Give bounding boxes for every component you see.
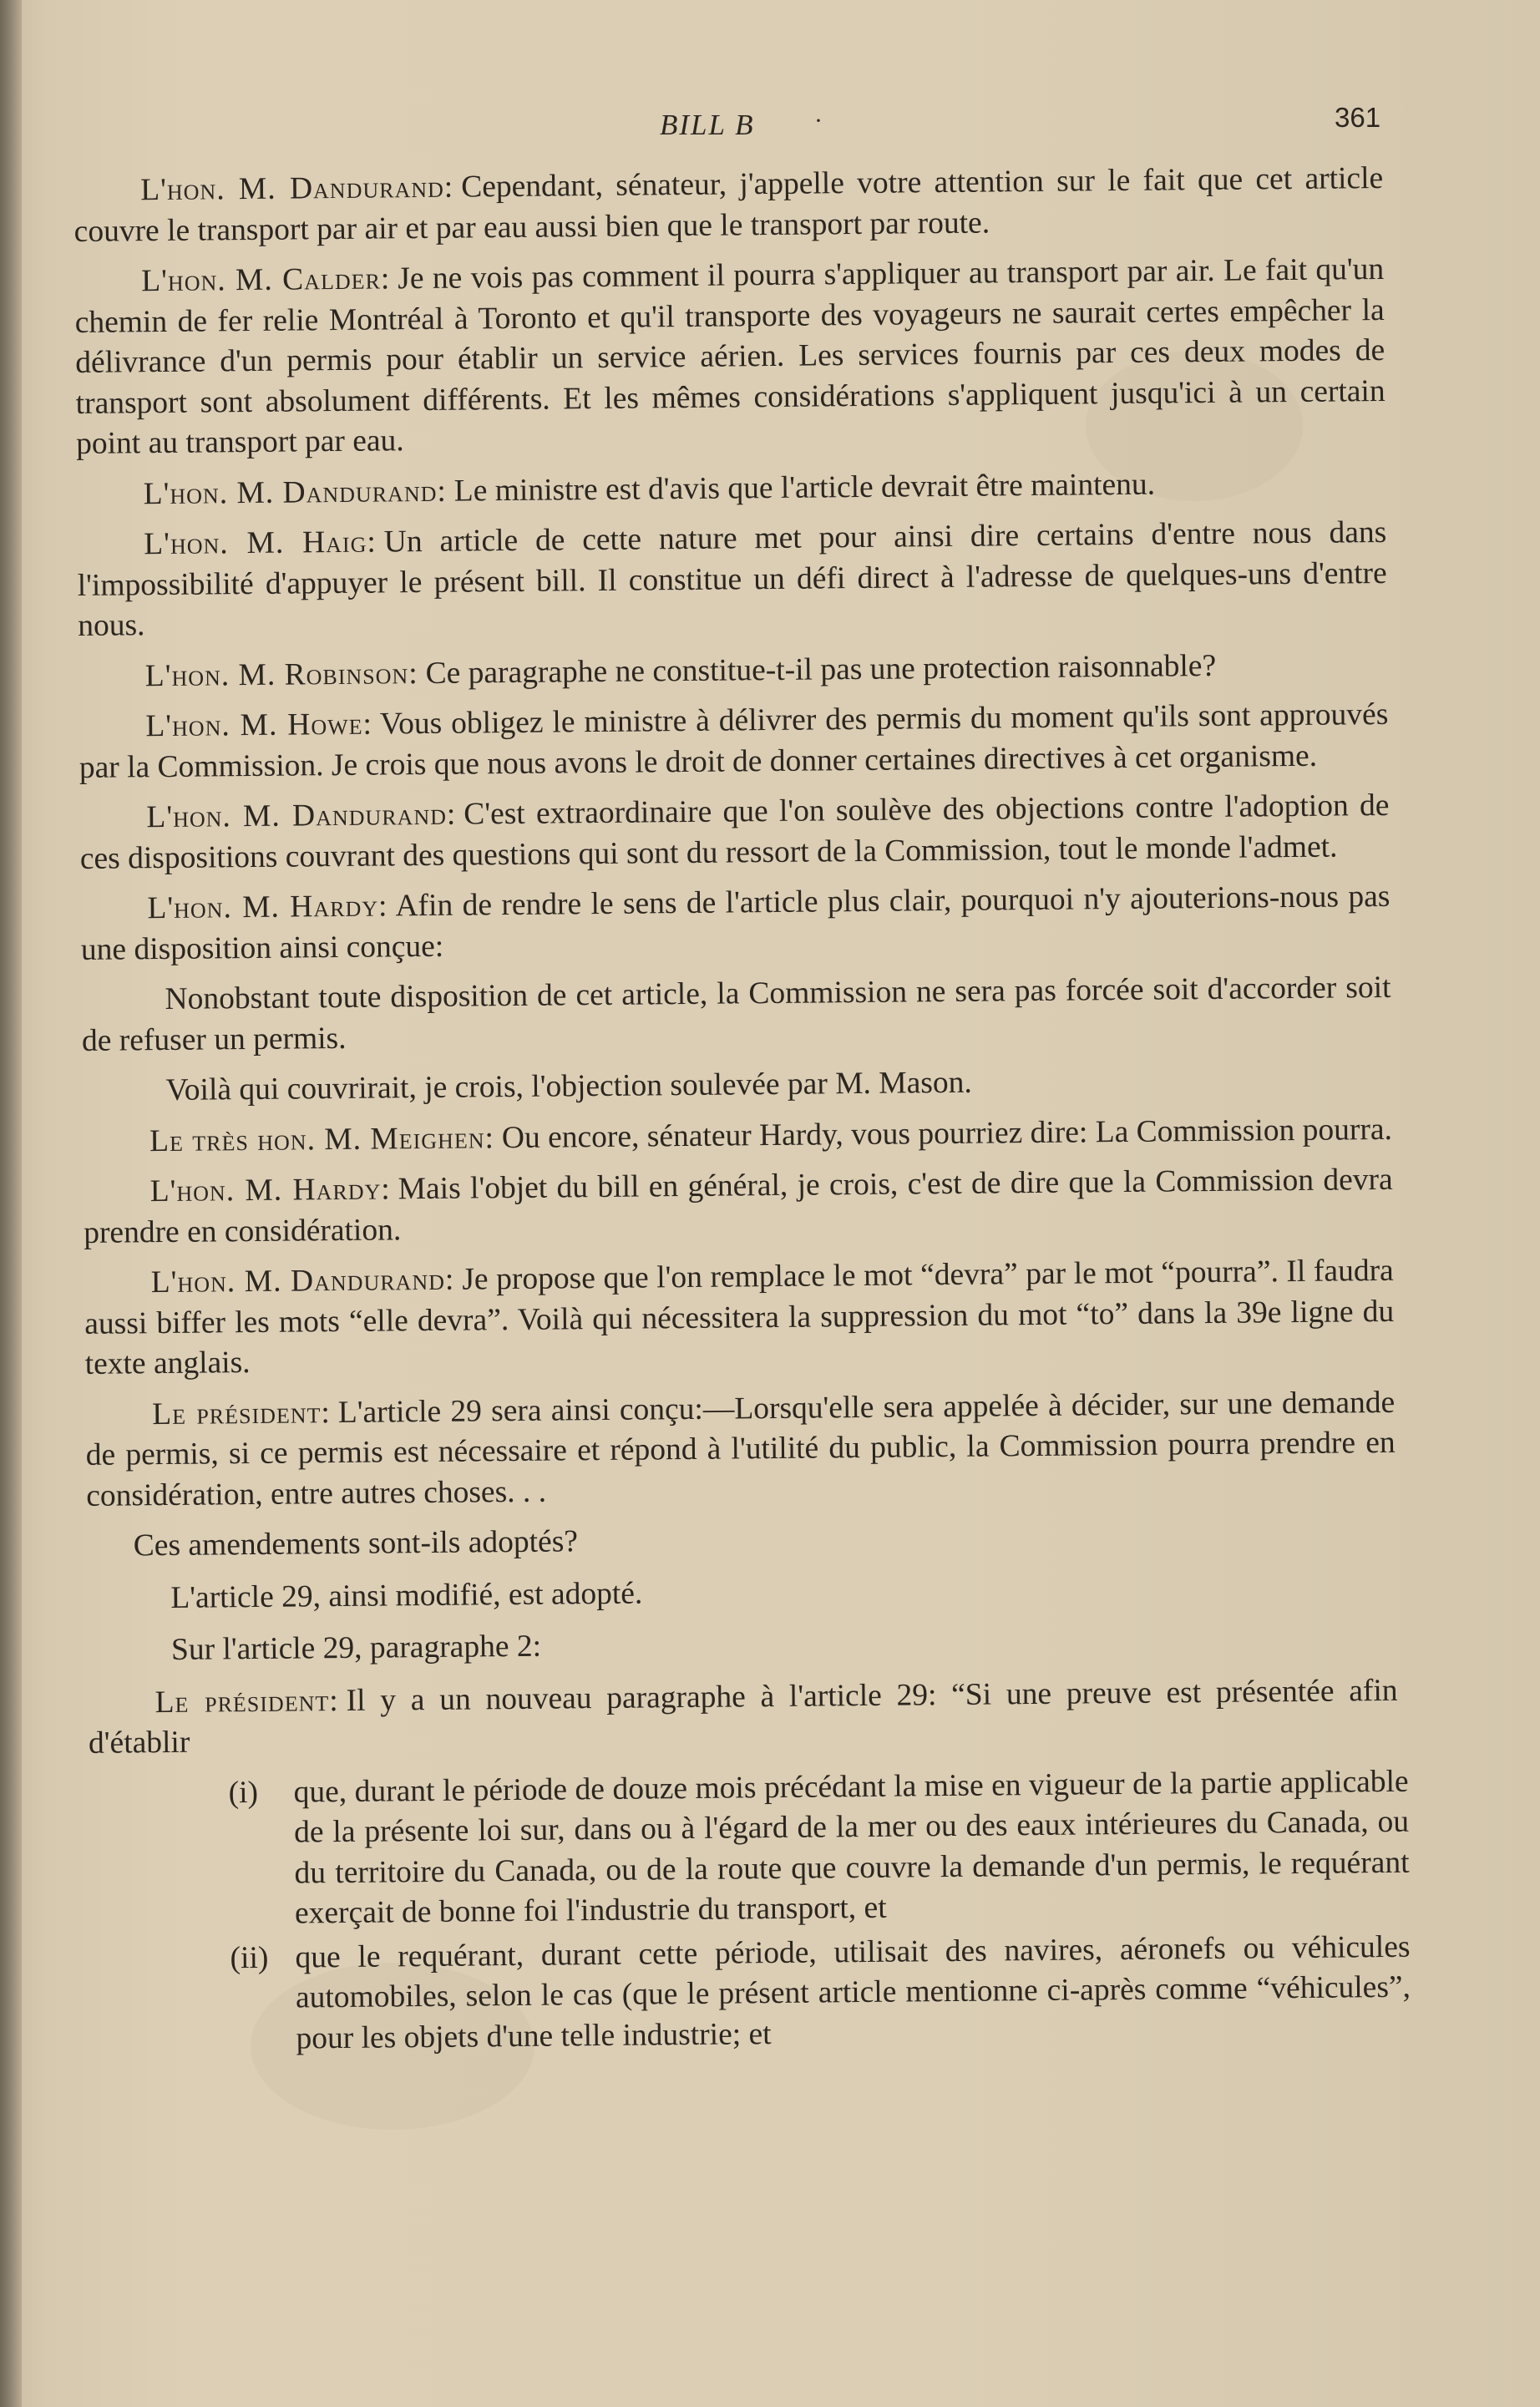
speaker-name: L'hon. M. Dandurand xyxy=(150,1262,446,1300)
speech-text: C'est extraordinaire que l'on soulève des objections contre l'adoption de ces dispositions couvrant des questions qui sont du ressort de la Commission, tout le monde l'admet. xyxy=(79,788,1390,876)
speech-paragraph: L'hon. M. Dandurand: C'est extraordinaire que l'on soulève des objections contre l'adoption de ces dispositions couvrant des questions qui sont du ressort de la Commission, tout le monde l'admet. xyxy=(79,788,1390,876)
speaker-name: L'hon. M. Hardy xyxy=(149,1172,382,1209)
speech-text: Ou encore, sénateur Hardy, vous pourriez dire: La Commission pourra. xyxy=(501,1112,1393,1155)
speaker-name: L'hon. M. Robinson xyxy=(144,656,409,693)
speaker-name: Le président xyxy=(152,1395,322,1432)
speech-text: Il y a un nouveau paragraphe à l'article 29: “Si une preuve est présentée afin d'établir xyxy=(88,1673,1398,1761)
clause-text: que le requérant, durant cette période, utilisait des navires, aéronefs ou véhicules automobiles, selon le cas (que le présent article mentionne ci-après comme “véhicules”, pour les objets d'une telle industrie; et xyxy=(295,1929,1411,2056)
book-binding-edge xyxy=(0,0,22,2407)
speaker-name: Le président xyxy=(155,1683,330,1720)
speech-continuation: Voilà qui couvrirait, je crois, l'objection soulevée par M. Mason. xyxy=(165,1065,972,1107)
enumerated-clause xyxy=(230,1927,1411,2059)
speaker-name: L'hon. M. Calder xyxy=(141,261,382,299)
motion-result: L'article 29, ainsi modifié, est adopté. xyxy=(170,1576,643,1615)
speech-paragraph: Le très hon. M. Meighen: Ou encore, sénateur Hardy, vous pourriez dire: La Commission pourra. xyxy=(149,1112,1393,1158)
speech-text: Le ministre est d'avis que l'article devrait être maintenu. xyxy=(453,467,1156,509)
clause-marker: (i) xyxy=(228,1775,259,1810)
speech-paragraph: Le président: L'article 29 sera ainsi conçu:—Lorsqu'elle sera appelée à décider, sur une demande de permis, si ce permis est nécessaire et répond à l'utilité du public, la Commission pourra prendre en considération, entre autres choses. . . xyxy=(85,1385,1396,1513)
speech-paragraph: L'hon. M. Dandurand: Je propose que l'on remplace le mot “devra” par le mot “pourra”. Il faudra aussi biffer les mots “elle devra”. Voilà qui nécessitera la suppression du mot “to” dans la 39e ligne du texte anglais. xyxy=(84,1253,1395,1381)
quoted-provision: Nonobstant toute disposition de cet article, la Commission ne sera pas forcée soit d'accorder soit de refuser un permis. xyxy=(81,970,1391,1058)
speech-text: Je ne vois pas comment il pourra s'appliquer au transport par air. Le fait qu'un chemin de fer relie Montréal à Toronto et qu'il transporte des voyageurs ne saurait certes empêcher la délivrance d'un permis pour établir un service aérien. Les services fournis par ces deux modes de transport sont absolument différents. Et les mêmes considérations s'appliquent jusqu'ici à un certain point au transport par eau. xyxy=(74,251,1385,461)
speech-text: Je propose que l'on remplace le mot “devra” par le mot “pourra”. Il faudra aussi biffer les mots “elle devra”. Voilà qui nécessitera la suppression du mot “to” dans la 39e ligne du texte anglais. xyxy=(84,1253,1395,1381)
speech-paragraph: L'hon. M. Hardy: Mais l'objet du bill en général, je crois, c'est de dire que la Commission devra prendre en considération. xyxy=(84,1162,1393,1250)
clause-text: que, durant le période de douze mois précédant la mise en vigueur de la partie applicable de la présente loi sur, dans ou à l'égard de la mer ou des eaux intérieures du Canada, ou du territoire du Canada, ou de la route que couvre la demande d'un permis, le requérant exerçait de bonne foi l'industrie du transport, et xyxy=(293,1764,1410,1931)
running-head: BILL B xyxy=(660,109,755,141)
speech-paragraph: L'hon. M. Howe: Vous obligez le ministre à délivrer des permis du moment qu'ils sont approuvés par la Commission. Je crois que nous avons le droit de donner certaines directives à cet organisme. xyxy=(79,697,1389,785)
speaker-name: L'hon. M. Howe xyxy=(145,707,363,744)
speech-text: Un article de cette nature met pour ainsi dire certains d'entre nous dans l'impossibilité d'appuyer le présent bill. Il constitue un défi direct à l'adresse de quelques-uns d'entre nous. xyxy=(77,514,1387,643)
speaker-name: L'hon. M. Haig xyxy=(144,524,367,562)
speech-paragraph: L'hon. M. Robinson: Ce paragraphe ne constitue-t-il pas une protection raisonnable? xyxy=(144,648,1217,693)
enumerated-clause xyxy=(228,1761,1410,1934)
speech-text: Vous obligez le ministre à délivrer des permis du moment qu'ils sont approuvés par la Commission. Je crois que nous avons le droit de donner certaines directives à cet organisme. xyxy=(79,697,1389,785)
speaker-name: L'hon. M. Dandurand xyxy=(140,170,445,208)
speech-paragraph: L'hon. M. Hardy: Afin de rendre le sens de l'article plus clair, pourquoi n'y ajouterions-nous pas une disposition ainsi conçue: xyxy=(80,879,1391,967)
speaker-name: L'hon. M. Hardy xyxy=(147,889,379,926)
speech-paragraph: L'hon. M. Haig: Un article de cette nature met pour ainsi dire certains d'entre nous dans l'impossibilité d'appuyer le présent bill. Il constitue un défi direct à l'adresse de quelques-uns d'entre nous. xyxy=(77,514,1387,643)
speech-paragraph: Le président: Il y a un nouveau paragraphe à l'article 29: “Si une preuve est présentée afin d'établir xyxy=(88,1673,1398,1761)
debate-transcript xyxy=(73,159,1411,2065)
speech-text: Afin de rendre le sens de l'article plus clair, pourquoi n'y ajouterions-nous pas une disposition ainsi conçue: xyxy=(80,879,1391,967)
speech-text: Mais l'objet du bill en général, je crois, c'est de dire que la Commission devra prendre en considération. xyxy=(84,1162,1393,1250)
speech-paragraph: L'hon. M. Calder: Je ne vois pas comment il pourra s'appliquer au transport par air. Le fait qu'un chemin de fer relie Montréal à Toronto et qu'il transporte des voyageurs ne saurait certes empêcher la délivrance d'un permis pour établir un service aérien. Les services fournis par ces deux modes de transport sont absolument différents. Et les mêmes considérations s'appliquent jusqu'ici à un certain point au transport par eau. xyxy=(74,251,1385,461)
chair-question: Ces amendements sont-ils adoptés? xyxy=(133,1524,579,1563)
page-number: 361 xyxy=(1335,102,1381,133)
page-header xyxy=(0,102,1540,152)
running-head-separator: · xyxy=(814,107,823,134)
speech-paragraph: L'hon. M. Dandurand: Le ministre est d'avis que l'article devrait être maintenu. xyxy=(143,467,1156,511)
speaker-name: L'hon. M. Dandurand xyxy=(146,797,448,835)
speech-text: Ce paragraphe ne constitue-t-il pas une protection raisonnable? xyxy=(425,648,1217,691)
clause-marker: (ii) xyxy=(230,1940,269,1975)
speaker-name: Le très hon. M. Meighen xyxy=(149,1120,485,1158)
speech-text: Cependant, sénateur, j'appelle votre attention sur le fait que cet article couvre le transport par air et par eau aussi bien que le transport par route. xyxy=(73,160,1384,249)
section-heading: Sur l'article 29, paragraphe 2: xyxy=(170,1629,542,1667)
speaker-name: L'hon. M. Dandurand xyxy=(143,474,438,511)
speech-paragraph: L'hon. M. Dandurand: Cependant, sénateur, j'appelle votre attention sur le fait que cet article couvre le transport par air et par eau aussi bien que le transport par route. xyxy=(73,160,1384,249)
speech-text: L'article 29 sera ainsi conçu:—Lorsqu'elle sera appelée à décider, sur une demande de permis, si ce permis est nécessaire et répond à l'utilité du public, la Commission pourra prendre en considération, entre autres choses. . . xyxy=(85,1385,1396,1513)
